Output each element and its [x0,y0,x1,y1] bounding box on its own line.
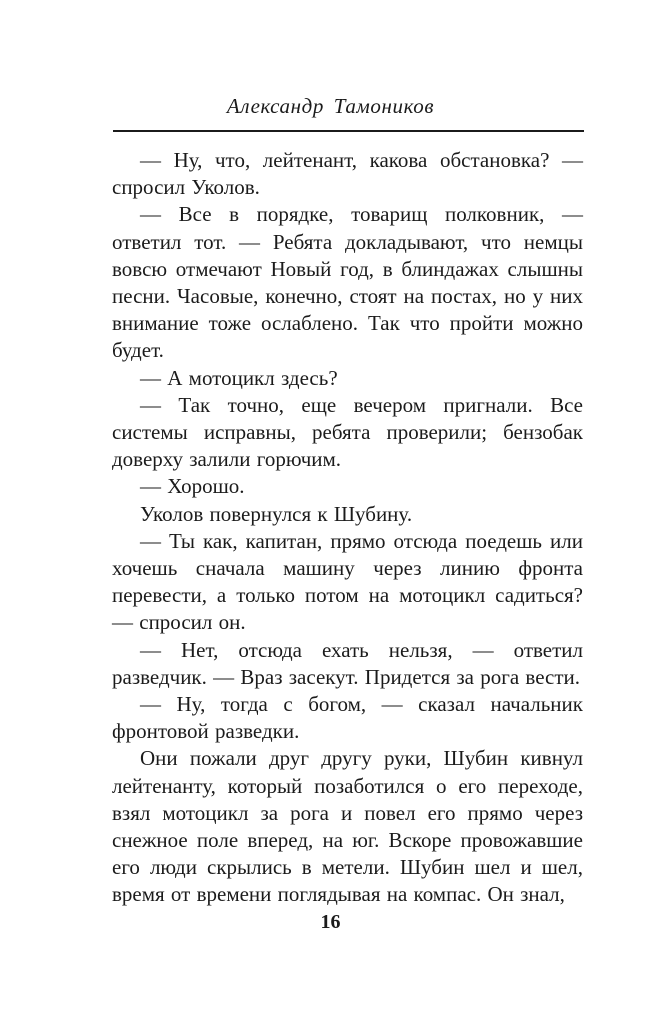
running-header-author: Александр Тамоников [226,94,435,118]
paragraph-6: Уколов повернулся к Шубину. [140,501,413,526]
paragraph-5: — Хорошо. [140,474,245,499]
paragraph-2: — Все в порядке, товарищ полковник, — ответил тот. — Ребята докладывают, что немцы вовсю отмечают Новый год, в блиндажах слышны песни. Часовые, конечно, стоят на постах, но у них внимание тоже ослаблено. Так что пройти можно будет. [112,202,583,363]
paragraph-9: — Ну, тогда с богом, — сказал начальник фронтовой разведки. [112,692,583,744]
paragraph-7: — Ты как, капитан, прямо отсюда поедешь или хочешь сначала машину через линию фронта перевести, а только потом на мотоцикл садиться? — спросил он. [112,528,583,635]
paragraph-3: — А мотоцикл здесь? [140,365,338,390]
page-number: 16 [320,911,341,933]
header-rule [113,130,584,132]
paragraph-8: — Нет, отсюда ехать нельзя, — ответил разведчик. — Враз засекут. Придется за рога вести. [112,637,583,689]
paragraph-1: — Ну, что, лейтенант, какова обстановка? — спросил Уколов. [112,148,583,200]
body-text [112,147,583,909]
paragraph-10: Они пожали друг другу руки, Шубин кивнул лейтенанту, который позаботился о его переходе, взял мотоцикл за рога и повел его прямо через снежное поле вперед, на юг. Вскоре провожавшие его люди скрылись в метели. Шубин шел и шел, время от времени поглядывая на компас. Он знал, [112,746,583,907]
paragraph-4: — Так точно, еще вечером пригнали. Все системы исправны, ребята проверили; бензобак доверху залили горючим. [112,392,583,472]
